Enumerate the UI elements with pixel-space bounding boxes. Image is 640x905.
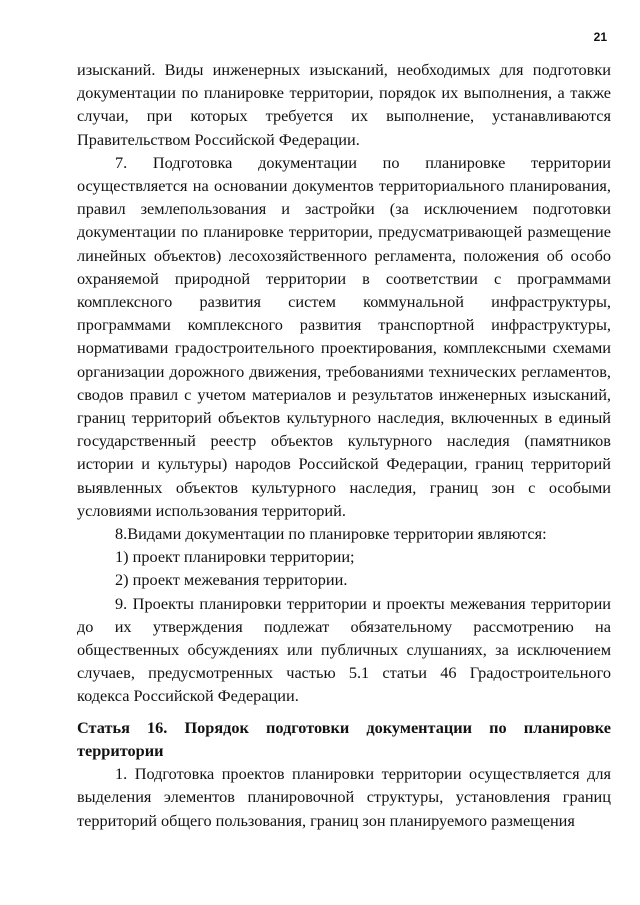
- paragraph-item-8: 8.Видами документации по планировке территории являются:: [115, 524, 547, 544]
- document-body: [77, 58, 611, 832]
- list-item-1: 1) проект планировки территории;: [115, 547, 355, 567]
- paragraph-item-9: 9. Проекты планировки территории и проекты межевания территории до их утверждения подлежат обязательному рассмотрению на общественных обсуждениях или публичных слушаниях, за исключением случаев, предусмотренных частью 5.1 статьи 46 Градостроительного кодекса Российской Федерации.: [77, 593, 611, 706]
- paragraph-article-16-item-1: 1. Подготовка проектов планировки территории осуществляется для выделения элементов планировочной структуры, установления границ территорий общего пользования, границ зон планируемого размещения: [77, 764, 611, 830]
- paragraph-continuation: изысканий. Виды инженерных изысканий, необходимых для подготовки документации по планировке территории, порядок их выполнения, а также случаи, при которых требуется их выполнение, устанавливаются Правительством Российской Федерации.: [77, 60, 611, 149]
- paragraph-item-7: 7. Подготовка документации по планировке территории осуществляется на основании документов территориального планирования, правил землепользования и застройки (за исключением подготовки документации по планировке территории, предусматривающей размещение линейных объектов) лесохозяйственного регламента, положения об особо охраняемой природной территории в соответствии с программами комплексного развития систем коммунальной инфраструктуры, программами комплексного развития транспортной инфраструктуры, нормативами градостроительного проектирования, комплексными схемами организации дорожного движения, требованиями технических регламентов, сводов правил с учетом материалов и результатов инженерных изысканий, границ территорий объектов культурного наследия, включенных в единый государственный реестр объектов культурного наследия (памятников истории и культуры) народов Российской Федерации, границ территорий выявленных объектов культурного наследия, границ зон с особыми условиями использования территорий.: [77, 152, 611, 520]
- page-number: 21: [593, 30, 607, 44]
- article-heading: Статья 16. Порядок подготовки документации по планировке территории: [77, 717, 611, 760]
- list-item-2: 2) проект межевания территории.: [115, 570, 348, 590]
